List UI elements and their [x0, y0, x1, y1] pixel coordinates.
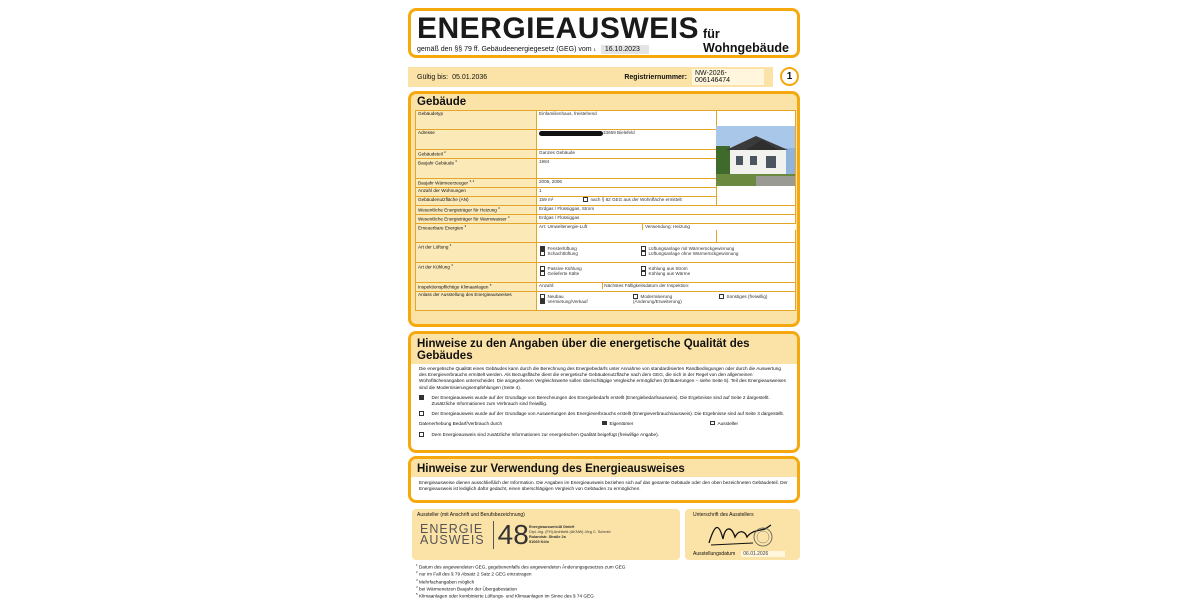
validity-bar [408, 67, 773, 87]
apartments-value: 1 [537, 188, 717, 197]
heater-year-label: Baujahr Wärmeerzeuger $^{3, 4}$ [416, 179, 537, 188]
water-energy-label: Wesentliche Energieträger für Warmwasser $^3$ [416, 215, 537, 224]
signature-mark [705, 519, 785, 549]
usable-area-value: 159 m² nach § 82 GEG aus der Wohnfläche ermittelt [537, 197, 717, 206]
ventilation-without-recovery-checkbox[interactable] [641, 251, 646, 256]
footnote-4: $^4$ bei Wärmenetzen Baujahr der Übergabestation [416, 585, 517, 592]
construction-year-value: 1984 [537, 159, 717, 179]
shaft-ventilation-checkbox[interactable] [540, 251, 545, 256]
renewable-label: Erneuerbare Energien $^3$ [416, 224, 537, 243]
title-box: ENERGIEAUSWEIS für Wohngebäude gemäß den §§ 79 ff. Gebäudeenergiegesetz (GEG) vom 1 16.10.2023 [408, 8, 800, 58]
valid-until-label: Gültig bis: [417, 73, 449, 81]
building-part-label: Gebäudeteil $^2$ [416, 150, 537, 159]
consumption-certificate-option: Der Energieausweis wurde auf der Grundlage von Auswertungen des Energieverbrauchs erstellt (Energieverbrauchsausweis). Die Ergebnisse sind auf Seite 3 dargestellt. [419, 411, 789, 417]
new-building-checkbox[interactable] [540, 294, 545, 299]
signature-label: Unterschrift des Ausstellers [693, 512, 754, 518]
footnote-2: $^2$ nur im Fall des § 79 Absatz 2 Satz 2 GEG einzutragen [416, 570, 532, 577]
building-section-title: Gebäude [417, 96, 467, 108]
building-type-value: Einfamilienhaus, freistehend [537, 111, 717, 130]
document-title: ENERGIEAUSWEIS [417, 12, 700, 45]
other-reason-checkbox[interactable] [719, 294, 724, 299]
issuer-box [412, 509, 680, 560]
delivered-cold-checkbox[interactable] [540, 271, 545, 276]
inspection-values: Anzahl: Nächstes Fälligkeitsdatum der Inspektion: [537, 283, 796, 292]
issue-date-value: 06.01.2026 [741, 551, 785, 557]
owner-checkbox[interactable] [602, 421, 607, 426]
reason-label: Anlass der Ausstellung des Energieausweises [416, 292, 537, 311]
signature-box [685, 509, 800, 560]
issue-date-label: Ausstellungsdatum [693, 551, 736, 557]
address-label: Adresse [416, 130, 537, 150]
ventilation-options: Fensterlüftung Schachtlüftung Lüftungsanlage mit Wärmerückgewinnung Lüftungsanlage ohne Wärmerückgewinnung [537, 243, 796, 263]
address-value: 33659 Bielefeld [537, 130, 717, 150]
page-number-badge: 1 [780, 67, 799, 86]
renewable-type: Art: Umweltenergie-Luft [537, 224, 717, 243]
reason-options: Neubau Vermietung/Verkauf Modernisierung (Änderung/Erweiterung) Sonstiges (freiwillig) [537, 292, 796, 311]
apartments-label: Anzahl der Wohnungen [416, 188, 537, 197]
ventilation-with-recovery-checkbox[interactable] [641, 246, 646, 251]
issuer-logo: ENERGIE AUSWEIS 48 [420, 519, 529, 550]
usage-notes-text: Energieausweise dienen ausschließlich der Information. Die Angaben im Energieausweis beziehen sich auf das gesamte Gebäude oder den oben bezeichneten Gebäudeteil. Der Energieausweis ist lediglich dafür gedacht, einen überschlägigen Vergleich von Gebäuden zu ermöglichen. [419, 480, 788, 492]
passive-cooling-checkbox[interactable] [540, 266, 545, 271]
renewable-usage: Verwendung: Heizung [717, 224, 796, 243]
footnote-3: $^3$ Mehrfachangaben möglich [416, 577, 475, 585]
consumption-certificate-checkbox[interactable] [419, 411, 424, 416]
heating-energy-value: Erdgas / Flüssiggas, Strom [537, 206, 796, 215]
data-collection-row: Datenerhebung Bedarf/Verbrauch durch Eigentümer Aussteller [419, 420, 739, 426]
law-date: 16.10.2023 [601, 45, 649, 54]
building-type-label: Gebäudetyp [416, 111, 537, 130]
cooling-options: Passive Kühlung Gelieferte Kälte Kühlung aus Strom Kühlung aus Wärme [537, 263, 796, 283]
cooling-label: Art der Kühlung $^3$ [416, 263, 537, 283]
redacted-street [539, 131, 603, 136]
water-energy-value: Erdgas / Flüssiggas [537, 215, 796, 224]
construction-year-label: Baujahr Gebäude $^3$ [416, 159, 537, 179]
ventilation-label: Art der Lüftung $^3$ [416, 243, 537, 263]
energy-certificate-page [408, 8, 800, 599]
usage-notes-section [408, 456, 800, 503]
additional-info-option: Dem Energieausweis sind zusätzliche Informationen zur energetischen Qualität beigefügt (freiwillige Angabe). [419, 432, 789, 438]
quality-notes-title: Hinweise zu den Angaben über die energetische Qualität des Gebäudes [411, 334, 797, 364]
inspection-label: Inspektionspflichtige Klimaanlagen $^5$ [416, 283, 537, 292]
issuer-label: Aussteller (mit Anschrift und Berufsbezeichnung) [417, 512, 525, 518]
demand-certificate-option: Der Energieausweis wurde auf der Grundlage von Berechnungen des Energiebedarfs erstellt (Energiebedarfsausweis). Die Ergebnisse sind auf Seite 2 dargestellt. Zusätzliche Informationen zum Verbrauch sind freiwillig. [419, 395, 789, 407]
cooling-from-power-checkbox[interactable] [641, 266, 646, 271]
registration-label: Registriernummer: [624, 73, 687, 81]
footnote-5: $^5$ Klimaanlagen oder kombinierte Lüftungs- und Klimaanlagen im Sinne des § 74 GEG [416, 592, 594, 599]
quality-notes-text: Die energetische Qualität eines Gebäudes kann durch die Berechnung des Energiebedarfs unter Annahme von standardisierten Randbedingungen oder durch die Auswertung des Energieverbrauchs ermittelt werden. Als Bezugsfläche dient die energetische Gebäudenutzfläche nach dem GEG, die sich in der Regel von den allgemeinen Wohnflächenangaben unterscheidet. Die angegebenen Vergleichswerte sollen überschlägige Vergleiche ermöglichen (Erläuterungen – siehe Seite 5). Teil des Energieausweises sind die Modernisierungsempfehlungen (Seite 4). [419, 366, 786, 390]
issuer-address: Energieausweis48 GmbH Dipl.-Ing. (FH) Architekt (AKNW) Jörg C. Schmid Rolandstr. Straße 2a 51065 Köln [529, 525, 611, 544]
usage-notes-title: Hinweise zur Verwendung des Energieausweises [411, 459, 797, 477]
usable-area-label: Gebäudenutzfläche (AN) [416, 197, 537, 206]
heater-year-value: 2006, 2006 [537, 179, 717, 188]
modernisation-checkbox[interactable] [633, 294, 638, 299]
additional-info-checkbox[interactable] [419, 432, 424, 437]
cooling-from-heat-checkbox[interactable] [641, 271, 646, 276]
quality-notes-section [408, 331, 800, 453]
rent-sale-checkbox[interactable] [540, 299, 545, 304]
building-part-value: Ganzes Gebäude [537, 150, 717, 159]
document-subtitle: für Wohngebäude [703, 27, 789, 55]
building-photo [716, 126, 795, 186]
valid-until-value: 05.01.2036 [452, 73, 488, 81]
footnote-1: $^1$ Datum des angewendeten GEG, gegebenenfalls des angewendeten Änderungsgesetzes zum GEG [416, 563, 626, 570]
heating-energy-label: Wesentliche Energieträger für Heizung $^3$ [416, 206, 537, 215]
footnotes [416, 563, 625, 600]
area-from-living-space-checkbox[interactable] [583, 197, 588, 202]
demand-certificate-checkbox[interactable] [419, 395, 424, 400]
law-reference: gemäß den §§ 79 ff. Gebäudeenergiegesetz (GEG) vom [417, 46, 592, 53]
window-ventilation-checkbox[interactable] [540, 246, 545, 251]
issuer-checkbox[interactable] [710, 421, 715, 426]
registration-number: NW-2026-006146474 [692, 69, 764, 85]
